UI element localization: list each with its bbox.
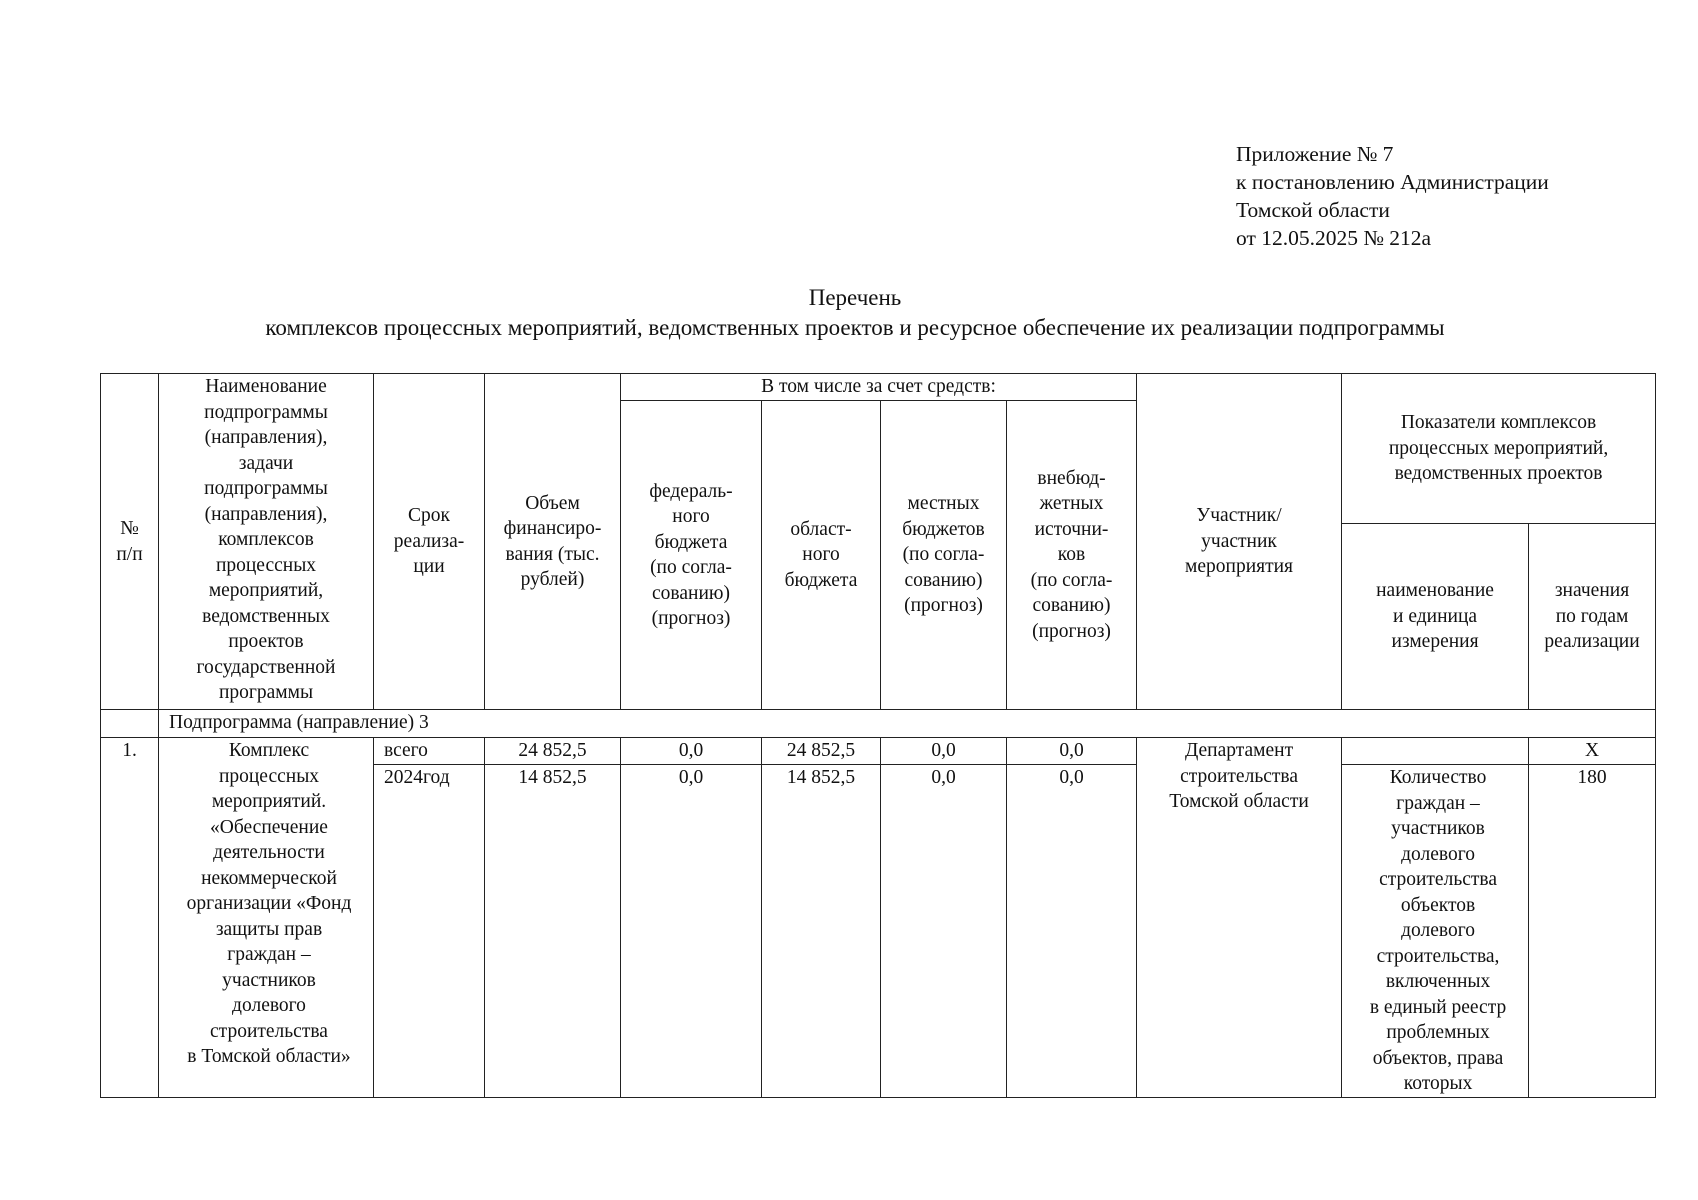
row-participant: Департамент строительства Томской области xyxy=(1137,738,1342,1098)
regional-2024: 14 852,5 xyxy=(762,765,881,1098)
header-num: № п/п xyxy=(101,374,159,710)
indicator-value-total: X xyxy=(1529,738,1656,765)
regional-total: 24 852,5 xyxy=(762,738,881,765)
indicator-value-2024: 180 xyxy=(1529,765,1656,1098)
indicator-name-total xyxy=(1342,738,1529,765)
term-total: всего xyxy=(374,738,485,765)
header-federal: федераль- ного бюджета (по согла- сованию) (прогноз) xyxy=(621,401,762,710)
row-num: 1. xyxy=(101,738,159,1098)
header-term: Срок реализа- ции xyxy=(374,374,485,710)
header-volume: Объем финансиро- вания (тыс. рублей) xyxy=(485,374,621,710)
header-regional: област- ного бюджета xyxy=(762,401,881,710)
header-indicators: Показатели комплексов процессных мероприятий, ведомственных проектов xyxy=(1342,374,1656,524)
document-subtitle: комплексов процессных мероприятий, ведомственных проектов и ресурсное обеспечение их реализации подпрограммы xyxy=(265,315,1445,340)
appendix-block xyxy=(1236,140,1549,252)
document-title: Перечень xyxy=(808,285,902,310)
indicator-name-2024: Количество граждан – участников долевого строительства объектов долевого строительства, включенных в единый реестр проблемных объектов, права которых xyxy=(1342,765,1529,1098)
header-participant: Участник/ участник мероприятия xyxy=(1137,374,1342,710)
extra-total: 0,0 xyxy=(1007,738,1137,765)
federal-total: 0,0 xyxy=(621,738,762,765)
header-local: местных бюджетов (по согла- сованию) (прогноз) xyxy=(881,401,1007,710)
subprogram-row: Подпрограмма (направление) 3 xyxy=(159,710,1656,738)
header-extra: внебюд- жетных источни- ков (по согла- сованию) (прогноз) xyxy=(1007,401,1137,710)
local-total: 0,0 xyxy=(881,738,1007,765)
header-indicator-values: значения по годам реализации xyxy=(1529,524,1656,710)
subprogram-num-cell xyxy=(101,710,159,738)
header-including: В том числе за счет средств: xyxy=(621,374,1137,401)
appendix-line-2: к постановлению Администрации xyxy=(1236,170,1549,194)
program-table xyxy=(100,373,1656,1098)
term-2024: 2024год xyxy=(374,765,485,1098)
federal-2024: 0,0 xyxy=(621,765,762,1098)
volume-2024: 14 852,5 xyxy=(485,765,621,1098)
appendix-line-3: Томской области xyxy=(1236,198,1390,222)
local-2024: 0,0 xyxy=(881,765,1007,1098)
volume-total: 24 852,5 xyxy=(485,738,621,765)
row-name: Комплекс процессных мероприятий. «Обеспечение деятельности некоммерческой организации «Фонд защиты прав граждан – участников долевого строительства в Томской области» xyxy=(159,738,374,1098)
header-name: Наименование подпрограммы (направления), задачи подпрограммы (направления), комплексов процессных мероприятий, ведомственных проектов государственной программы xyxy=(159,374,374,710)
appendix-line-4: от 12.05.2025 № 212а xyxy=(1236,226,1432,250)
header-indicator-name: наименование и единица измерения xyxy=(1342,524,1529,710)
extra-2024: 0,0 xyxy=(1007,765,1137,1098)
appendix-line-1: Приложение № 7 xyxy=(1236,142,1394,166)
